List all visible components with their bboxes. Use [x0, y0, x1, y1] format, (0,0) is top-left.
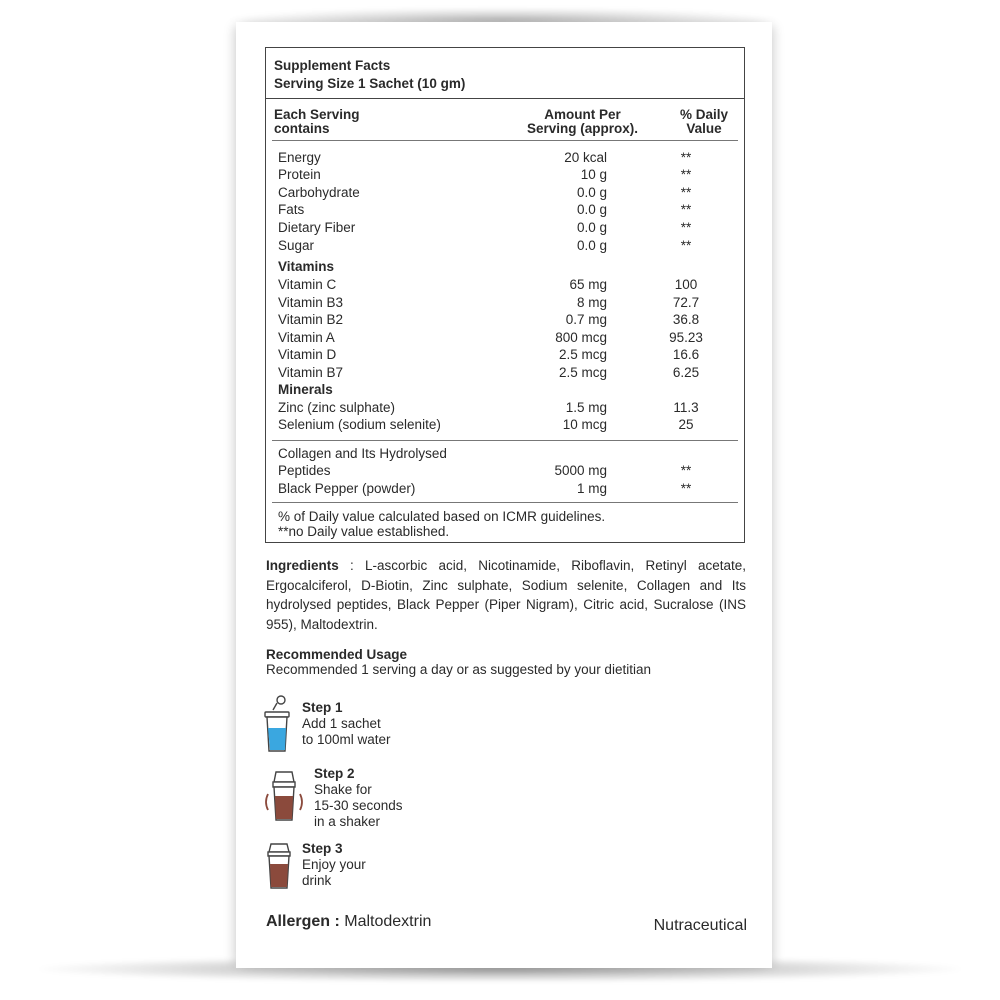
ingredients-label: Ingredients: [266, 558, 339, 573]
nutrient-name: Zinc (zinc sulphate): [278, 400, 396, 415]
nutrient-name: Sugar: [278, 238, 315, 253]
nutrient-name: Selenium (sodium selenite): [278, 417, 441, 432]
nutrient-amount: 1.5 mg: [565, 400, 607, 415]
nutrient-row: [266, 364, 744, 381]
nutrient-name: Black Pepper (powder): [278, 481, 416, 496]
col-each-line1: Each Serving: [274, 107, 360, 122]
drink-cup-icon: [264, 842, 294, 890]
section-label: Minerals: [278, 382, 333, 397]
nutrient-row: [266, 346, 744, 363]
nutrient-dv: 95.23: [669, 330, 703, 345]
nutrient-row: [266, 166, 744, 183]
col-daily-value: [680, 108, 728, 136]
nutrient-amount: 2.5 mcg: [558, 365, 607, 380]
vitamins-section-label: [266, 258, 744, 275]
col-amount-line1: Amount Per: [544, 107, 621, 122]
step-title: Step 2: [314, 766, 355, 781]
nutrient-amount: 20 kcal: [564, 150, 607, 165]
product-category: Nutraceutical: [653, 917, 747, 934]
nutrient-row: [266, 294, 744, 311]
minerals-section-label: [266, 381, 744, 398]
section-label: Vitamins: [278, 259, 335, 274]
nutrient-amount: 1 mg: [576, 481, 607, 496]
step-line: to 100ml water: [302, 732, 391, 747]
nutrient-amount: 8 mg: [576, 295, 607, 310]
step-line: Enjoy your: [302, 857, 366, 872]
nutrient-row: [266, 276, 744, 293]
nutrient-row: [266, 311, 744, 328]
nutrient-amount: 2.5 mcg: [558, 347, 607, 362]
nutrient-name: Peptides: [278, 463, 331, 478]
column-divider: [272, 140, 738, 141]
nutrient-row: [266, 219, 744, 236]
glass-water-icon: [262, 694, 294, 754]
nutrient-dv: 36.8: [672, 312, 700, 327]
nutrient-amount: 0.0 g: [576, 220, 607, 235]
step-line: drink: [302, 873, 332, 888]
step-line: 15-30 seconds: [314, 798, 403, 813]
col-amount-line2: Serving (approx).: [526, 121, 638, 136]
shaker-icon: [262, 770, 306, 824]
nutrient-name: Vitamin B2: [278, 312, 344, 327]
ingredients-text: Ingredients : L-ascorbic acid, Nicotinamide, Riboflavin, Retinyl acetate, Ergocalciferol, D-Biotin, Zinc sulphate, Sodium selenite, Collagen and Its hydrolysed peptides, Black Pepper (Piper Nigram), Citric acid, Sucralose (INS 955), Maltodextrin.: [266, 558, 746, 632]
nutrient-name: Collagen and Its Hydrolysed: [278, 446, 447, 461]
nutrient-dv: **: [680, 150, 692, 165]
usage-title: Recommended Usage: [266, 647, 408, 662]
collagen-row-line1: [266, 445, 744, 462]
nutrient-dv: **: [680, 238, 692, 253]
nutrient-name: Vitamin B7: [278, 365, 344, 380]
nutrient-amount: 800 mcg: [555, 330, 607, 345]
nutrient-name: Energy: [278, 150, 321, 165]
nutrient-amount: 0.0 g: [576, 185, 607, 200]
usage-text: Recommended 1 serving a day or as suggested by your dietitian: [266, 662, 651, 677]
others-divider: [272, 440, 738, 441]
footnote-icmr: % of Daily value calculated based on ICMR guidelines.: [278, 509, 606, 524]
col-each-serving: [274, 108, 360, 136]
nutrient-dv: **: [680, 220, 692, 235]
nutrient-dv: 16.6: [672, 347, 700, 362]
nutrient-dv: 6.25: [672, 365, 700, 380]
ingredients-list: L-ascorbic acid, Nicotinamide, Riboflavin, Retinyl acetate, Ergocalciferol, D-Biotin, Zinc sulphate, Sodium selenite, Collagen and Its hydrolysed peptides, Black Pepper (Piper Nigram), Citric acid, Sucralose (INS 955), Maltodextrin.: [266, 558, 746, 632]
col-dv-line1: % Daily: [679, 107, 728, 122]
nutrient-dv: **: [680, 167, 692, 182]
serving-size: Serving Size 1 Sachet (10 gm): [274, 76, 466, 91]
nutrient-dv: **: [680, 481, 692, 496]
footnote-no-dv: **no Daily value established.: [278, 524, 450, 539]
facts-title: Supplement Facts: [274, 58, 391, 73]
nutrient-name: Vitamin A: [278, 330, 335, 345]
nutrient-dv: 11.3: [673, 400, 699, 415]
nutrient-dv: **: [680, 463, 692, 478]
col-each-line2: contains: [274, 121, 330, 136]
allergen-line: [266, 913, 431, 931]
nutrient-row: [266, 149, 744, 166]
step-line: Shake for: [314, 782, 372, 797]
nutrient-name: Carbohydrate: [278, 185, 360, 200]
step-title: Step 3: [302, 841, 343, 856]
footnote-divider: [272, 502, 738, 503]
step-title: Step 1: [302, 700, 343, 715]
nutrient-row: [266, 237, 744, 254]
supplement-facts-panel: [265, 47, 745, 543]
nutrient-amount: 10 mcg: [562, 417, 607, 432]
step-1: [302, 700, 391, 748]
nutrient-dv: **: [680, 202, 692, 217]
col-amount: [527, 108, 638, 136]
nutrient-name: Fats: [278, 202, 305, 217]
allergen-label: Allergen :: [266, 913, 340, 930]
nutrient-amount: 65 mg: [569, 277, 607, 292]
nutrient-row: [266, 329, 744, 346]
nutrient-name: Protein: [278, 167, 321, 182]
allergen-value: Maltodextrin: [344, 913, 432, 930]
col-dv-line2: Value: [686, 121, 722, 136]
nutrient-amount: 0.7 mg: [565, 312, 607, 327]
nutrient-name: Dietary Fiber: [278, 220, 356, 235]
nutrient-dv: 25: [678, 417, 694, 432]
header-divider: [266, 98, 744, 99]
nutrient-amount: 0.0 g: [576, 238, 607, 253]
step-2: [314, 766, 403, 830]
nutrient-name: Vitamin C: [278, 277, 337, 292]
nutrient-name: Vitamin B3: [278, 295, 344, 310]
nutrient-amount: 10 g: [580, 167, 607, 182]
nutrient-dv: 72.7: [672, 295, 700, 310]
nutrient-row: [266, 184, 744, 201]
nutrient-row: [266, 399, 744, 416]
nutrient-dv: **: [680, 185, 692, 200]
nutrient-row: [266, 462, 744, 479]
nutrient-amount: 0.0 g: [576, 202, 607, 217]
nutrient-row: [266, 201, 744, 218]
step-3: [302, 841, 366, 889]
nutrient-row: [266, 480, 744, 497]
nutrient-amount: 5000 mg: [554, 463, 607, 478]
step-line: Add 1 sachet: [302, 716, 381, 731]
nutrient-row: [266, 416, 744, 433]
nutrient-name: Vitamin D: [278, 347, 337, 362]
step-line: in a shaker: [314, 814, 381, 829]
nutrient-dv: 100: [674, 277, 698, 292]
